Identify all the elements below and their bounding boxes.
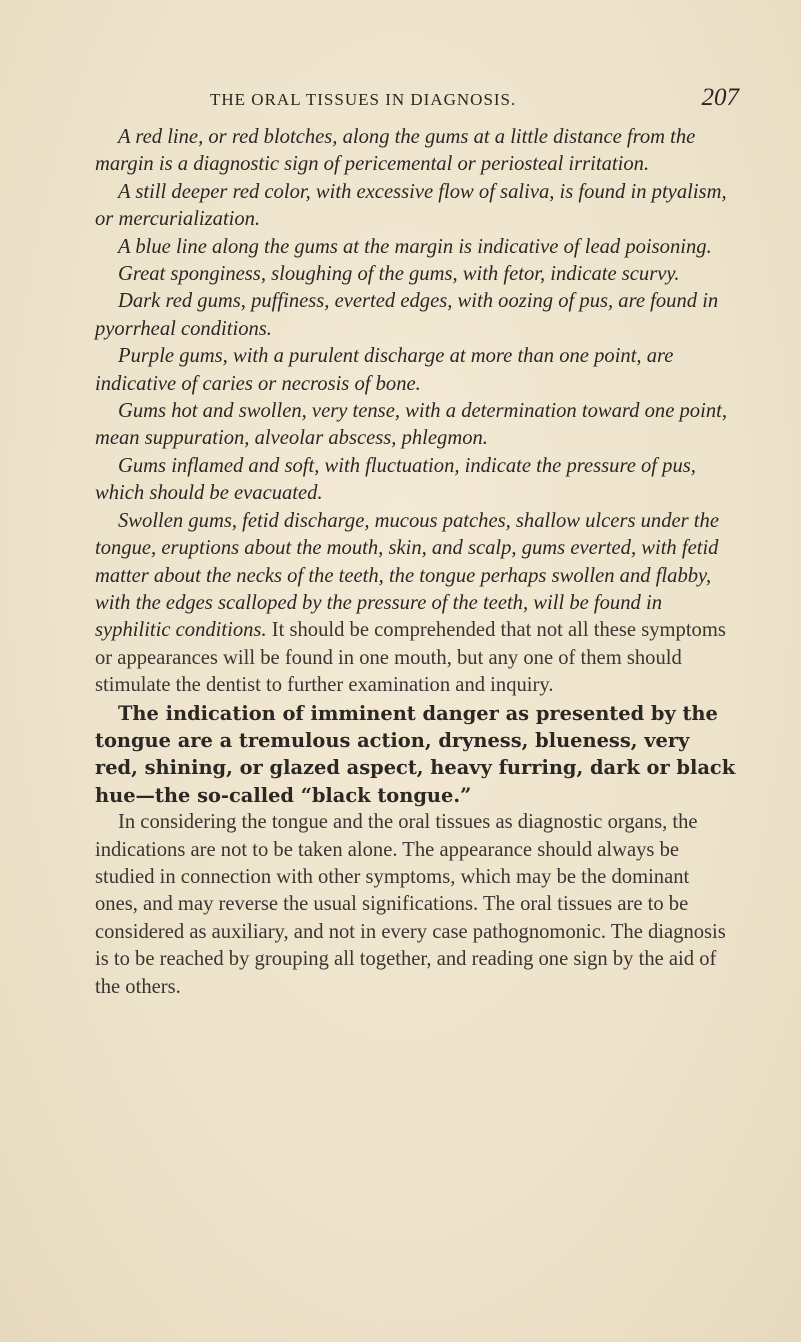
paragraph-red-line: A red line, or red blotches, along the gums at a little distance from the margin is a diagnostic sign of pericemental or periosteal irritation. (95, 126, 696, 176)
syphilis-italic-text: Swollen gums, fetid discharge, mucous patches, shallow ulcers under the tongue, eruptions about the mouth, skin, and scalp, gums everted, with fetid matter about the necks of the teeth, the tongue perhaps swollen and flabby, with the edges scalloped by the pressure of the teeth, will be found in syphilitic conditions. (95, 509, 719, 642)
page-body (95, 124, 737, 1001)
paragraph-suppuration: Gums hot and swollen, very tense, with a determination toward one point, mean suppuration, alveolar abscess, phlegmon. (95, 400, 727, 450)
paragraph-lead-poisoning: A blue line along the gums at the margin is indicative of lead poisoning. (118, 235, 712, 258)
page-number: 207 (701, 84, 739, 111)
paragraph-pyorrhea: Dark red gums, puffiness, everted edges, with oozing of pus, are found in pyorrheal conditions. (95, 290, 719, 340)
paragraph-necrosis: Purple gums, with a purulent discharge at more than one point, are indicative of caries or necrosis of bone. (95, 345, 674, 395)
paragraph-closing: In considering the tongue and the oral tissues as diagnostic organs, the indications are not to be taken alone. The appearance should always be studied in connection with other symptoms, which may be the dominant ones, and may reverse the usual significations. The oral tissues are to be considered as auxiliary, and not in every case pathognomonic. The diagnosis is to be reached by grouping all together, and reading one sign by the aid of the others. (95, 811, 726, 998)
paragraph-ptyalism: A still deeper red color, with excessive flow of saliva, is found in ptyalism, or mercurialization. (95, 180, 727, 231)
syphilis-plain-text: It should be comprehended that not all these symptoms or appearances will be found in one mouth, but any one of them should stimulate the dentist to further examination and inquiry. (95, 619, 726, 697)
paragraph-fluctuation: Gums inflamed and soft, with fluctuation, indicate the pressure of pus, which should be evacuated. (95, 454, 696, 505)
paragraph-scurvy: Great sponginess, sloughing of the gums, with fetor, indicate scurvy. (118, 263, 680, 286)
running-head: THE ORAL TISSUES IN DIAGNOSIS. (210, 90, 517, 109)
page-header (95, 86, 745, 116)
paragraph-syphilis (95, 508, 737, 700)
paragraph-tongue-danger: The indication of imminent danger as presented by the tongue are a tremulous action, dryness, blueness, very red, shining, or glazed aspect, heavy furring, dark or black hue—the so-called “black tongue.” (95, 701, 736, 807)
